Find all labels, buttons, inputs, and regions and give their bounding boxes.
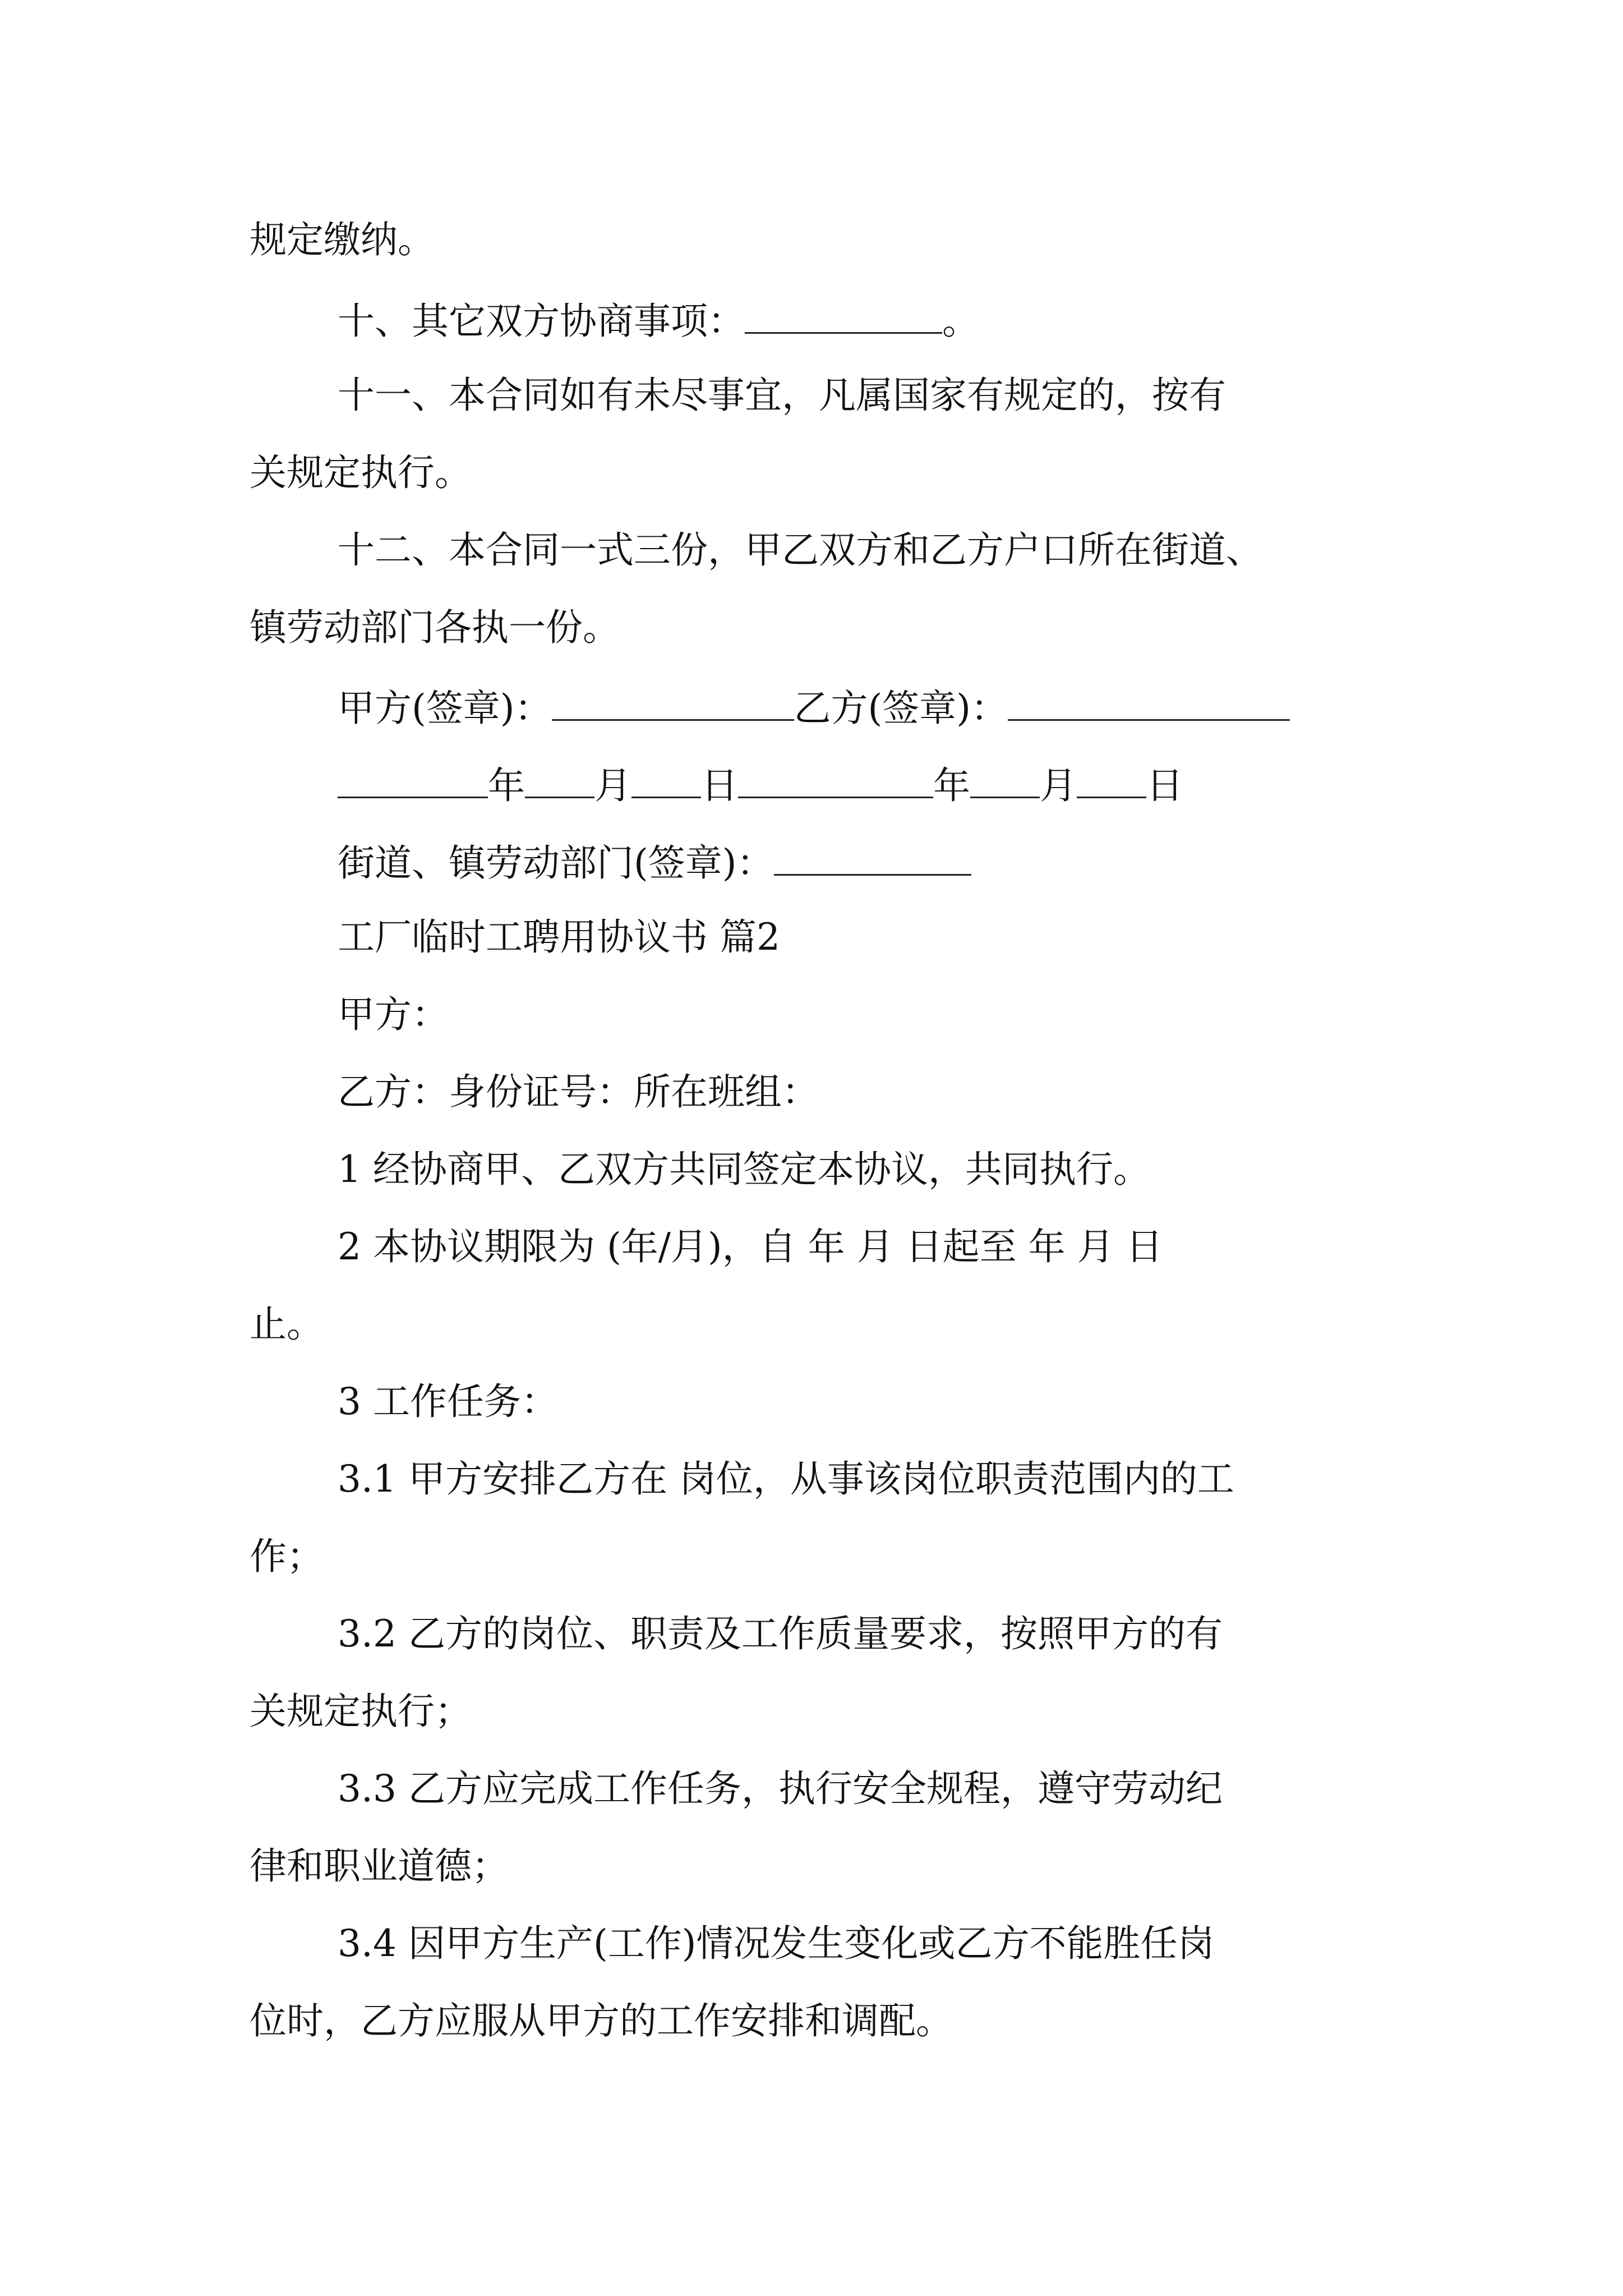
paragraph-line: 3.4 因甲方生产(工作)情况发生变化或乙方不能胜任岗 — [338, 1922, 1215, 1965]
signature-line: 街道、镇劳动部门(签章)： — [338, 841, 971, 882]
paragraph-line: 甲方： — [338, 993, 449, 1036]
signature-blank-party-b — [1008, 687, 1290, 721]
paragraph-line: 十二、本合同一式三份，甲乙双方和乙方户口所在街道、 — [338, 528, 1263, 572]
paragraph-line: 十一、本合同如有未尽事宜，凡属国家有规定的，按有 — [338, 374, 1226, 417]
date-line: 年 月 日 年 月 日 — [338, 764, 1183, 804]
month-blank — [970, 764, 1040, 798]
paragraph-line: 1 经协商甲、乙双方共同签定本协议，共同执行。 — [338, 1148, 1150, 1191]
day-blank — [1077, 764, 1146, 798]
paragraph-line: 3.3 乙方应完成工作任务，执行安全规程，遵守劳动纪 — [338, 1767, 1223, 1810]
paragraph-line: 2 本协议期限为 (年/月)，自 年 月 日起至 年 月 日 — [338, 1225, 1163, 1268]
paragraph-line: 3.2 乙方的岗位、职责及工作质量要求，按照甲方的有 — [338, 1612, 1223, 1655]
paragraph-line: 十、其它双方协商事项： 。 — [338, 300, 979, 343]
paragraph-line: 律和职业道德； — [250, 1844, 509, 1888]
paragraph-line: 关规定执行。 — [250, 451, 472, 494]
day-blank — [631, 764, 701, 798]
year-blank — [338, 764, 488, 798]
paragraph-line: 作； — [250, 1535, 324, 1578]
paragraph-line: 止。 — [250, 1303, 324, 1346]
signature-blank-labor-dept — [774, 841, 971, 876]
paragraph-line: 规定缴纳。 — [250, 218, 435, 261]
signature-blank-party-a — [552, 687, 794, 721]
signature-line: 甲方(签章)： 乙方(签章)： — [338, 687, 1290, 727]
paragraph-line: 3.1 甲方安排乙方在 岗位，从事该岗位职责范围内的工 — [338, 1457, 1234, 1501]
paragraph-line: 乙方：身份证号：所在班组： — [338, 1070, 819, 1114]
paragraph-line: 3 工作任务： — [338, 1380, 558, 1423]
month-blank — [525, 764, 594, 798]
fill-blank — [745, 300, 942, 334]
paragraph-line: 关规定执行； — [250, 1690, 472, 1733]
year-blank — [738, 764, 933, 798]
section-title: 工厂临时工聘用协议书 篇2 — [338, 915, 780, 959]
paragraph-line: 镇劳动部门各执一份。 — [250, 606, 620, 649]
paragraph-line: 位时，乙方应服从甲方的工作安排和调配。 — [250, 1999, 953, 2042]
